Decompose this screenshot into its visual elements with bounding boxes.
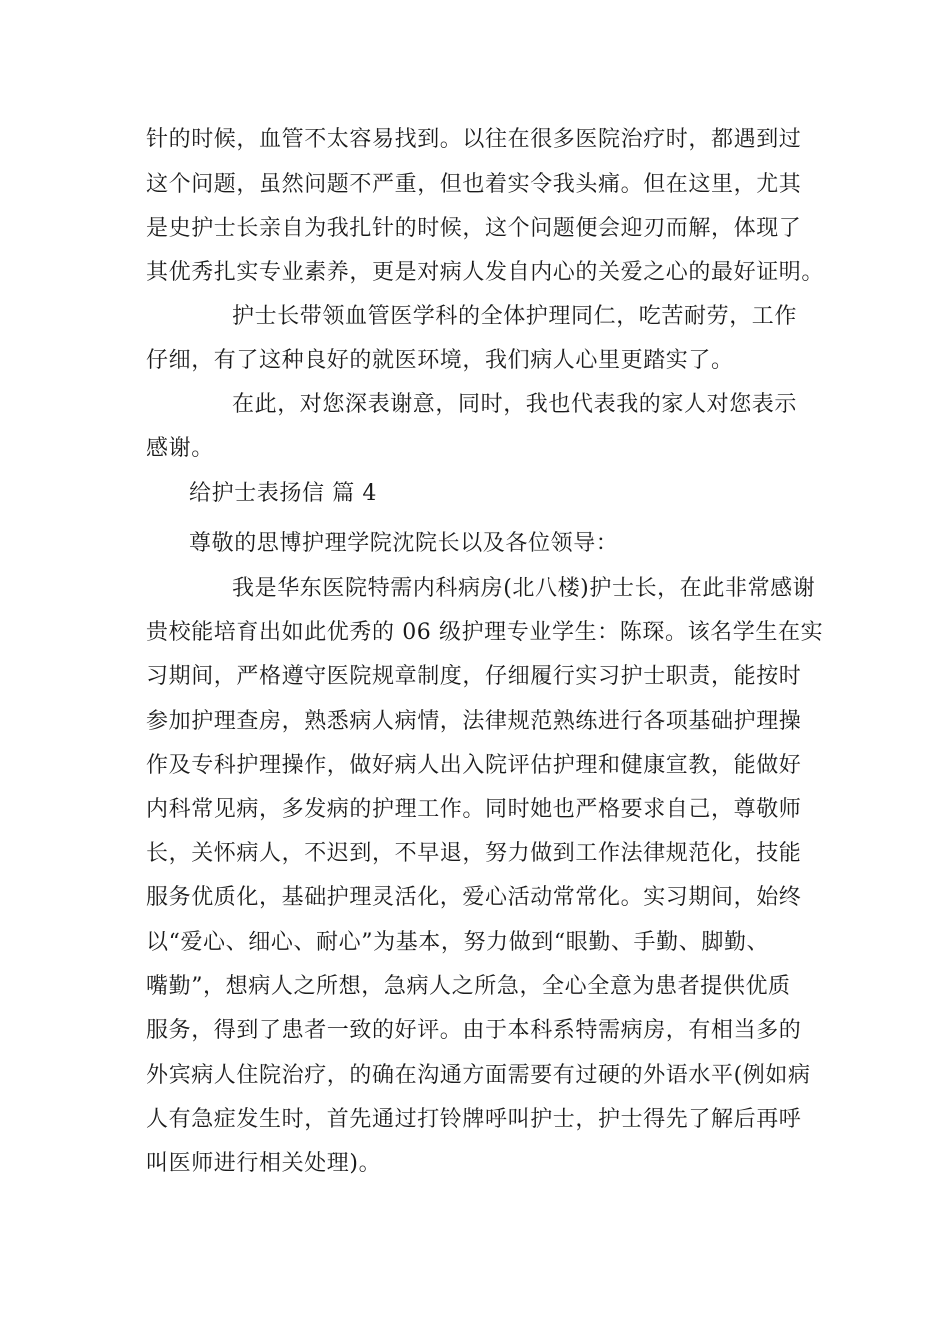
letter-line: 贵校能培育出如此优秀的 06 级护理专业学生：陈琛。该名学生在实: [146, 620, 824, 645]
letter-line: 服务，得到了患者一致的好评。由于本科系特需病房，有相当多的: [146, 1018, 802, 1043]
paragraph-line: 护士长带领血管医学科的全体护理同仁，吃苦耐劳，工作: [232, 304, 798, 329]
letter-line: 嘴勤”，想病人之所想，急病人之所急，全心全意为患者提供优质: [146, 974, 791, 999]
letter-line: 以“爱心、细心、耐心”为基本，努力做到“眼勤、手勤、脚勤、: [146, 930, 770, 955]
letter-line: 长，关怀病人，不迟到，不早退，努力做到工作法律规范化，技能: [146, 841, 802, 866]
letter-line: 服务优质化，基础护理灵活化，爱心活动常常化。实习期间，始终: [146, 885, 802, 910]
letter-line: 参加护理查房，熟悉病人病情，法律规范熟练进行各项基础护理操: [146, 709, 802, 734]
letter-line: 外宾病人住院治疗，的确在沟通方面需要有过硬的外语水平(例如病: [146, 1063, 811, 1088]
paragraph-line: 针的时候，血管不太容易找到。以往在很多医院治疗时，都遇到过: [146, 127, 802, 152]
section-heading: 给护士表扬信 篇 4: [189, 481, 377, 506]
letter-line: 叫医师进行相关处理)。: [146, 1151, 382, 1176]
letter-line: 习期间，严格遵守医院规章制度，仔细履行实习护士职责，能按时: [146, 664, 802, 689]
letter-line: 我是华东医院特需内科病房(北八楼)护士长，在此非常感谢: [232, 576, 816, 601]
paragraph-line: 这个问题，虽然问题不严重，但也着实令我头痛。但在这里，尤其: [146, 172, 802, 197]
paragraph-line: 是史护士长亲自为我扎针的时候，这个问题便会迎刃而解，体现了: [146, 216, 802, 241]
letter-line: 人有急症发生时，首先通过打铃牌呼叫护士，护士得先了解后再呼: [146, 1107, 802, 1132]
paragraph-line: 在此，对您深表谢意，同时，我也代表我的家人对您表示: [232, 392, 798, 417]
paragraph-line: 感谢。: [146, 436, 214, 461]
letter-line: 作及专科护理操作，做好病人出入院评估护理和健康宣教，能做好: [146, 753, 802, 778]
paragraph-line: 其优秀扎实专业素养，更是对病人发自内心的关爱之心的最好证明。: [146, 260, 825, 285]
salutation: 尊敬的思博护理学院沈院长以及各位领导：: [189, 531, 619, 556]
paragraph-line: 仔细，有了这种良好的就医环境，我们病人心里更踏实了。: [146, 348, 734, 373]
letter-line: 内科常见病，多发病的护理工作。同时她也严格要求自己，尊敬师: [146, 797, 802, 822]
